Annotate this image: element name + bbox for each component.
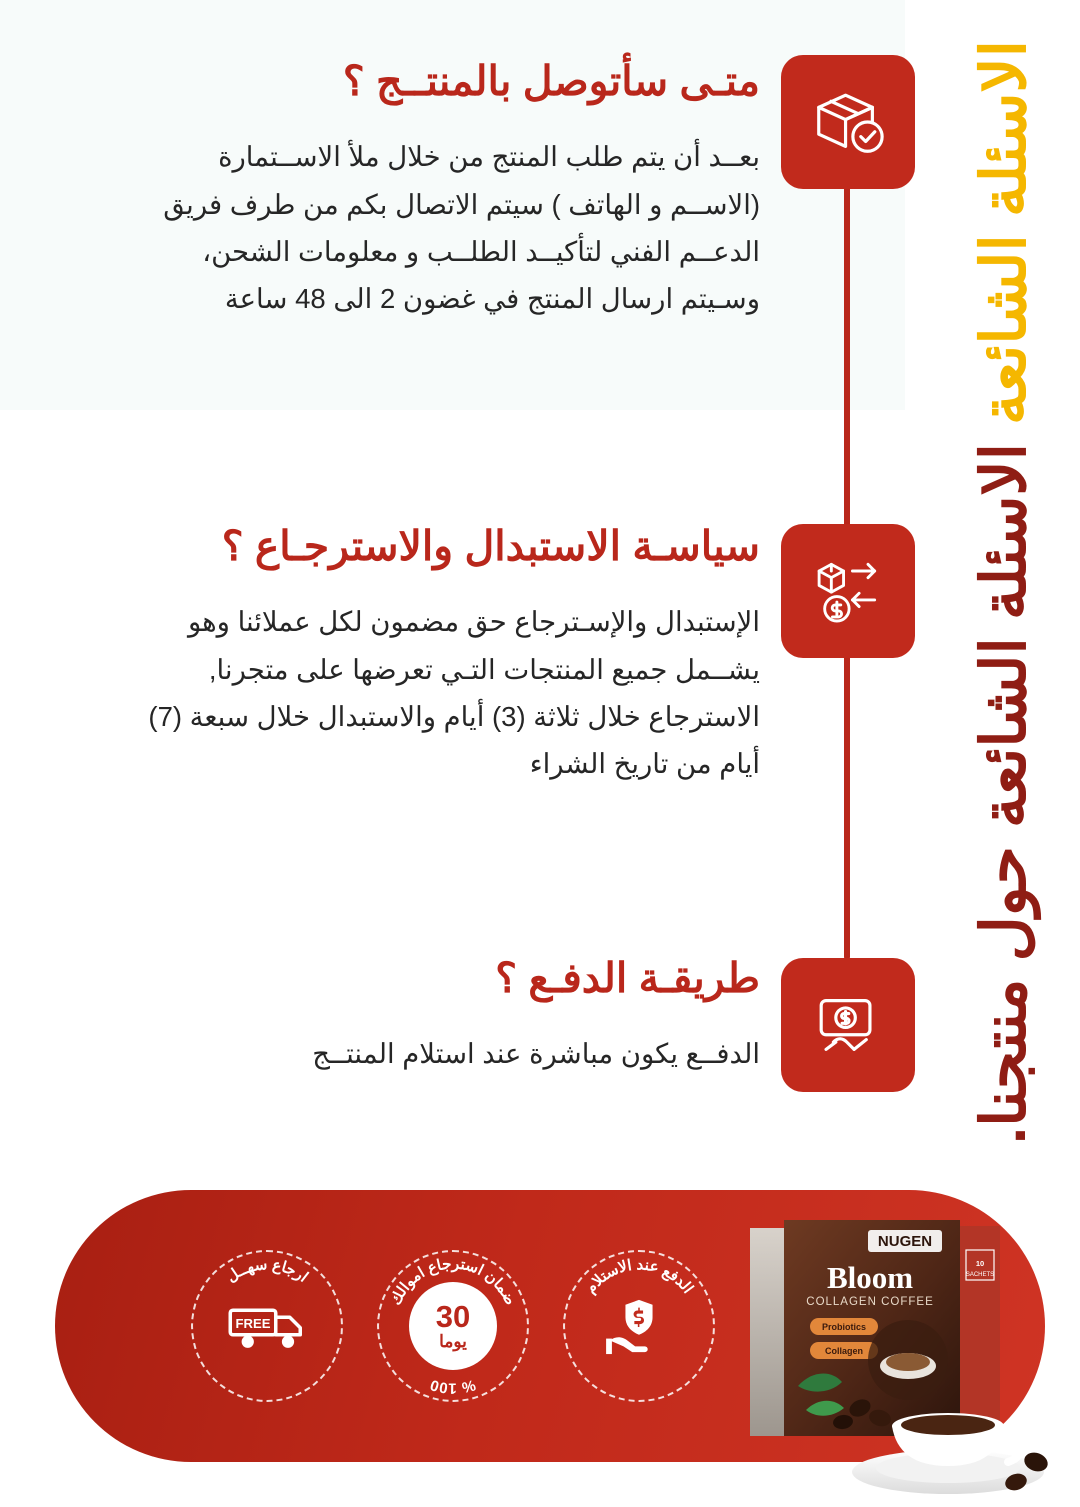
badge-easy-return — [191, 1250, 343, 1402]
badge-3-ring-text-wrap — [193, 1252, 341, 1400]
svg-text:SACHETS: SACHETS — [965, 1272, 995, 1278]
badge-2-days-unit: يوما — [439, 1332, 467, 1352]
svg-text:الدفع عند الاستلام — [582, 1256, 696, 1296]
product-image — [740, 1210, 1070, 1500]
badge-1-ring-text-wrap — [565, 1252, 713, 1400]
svg-text:10: 10 — [975, 1259, 985, 1268]
shipping-box-shield-icon — [781, 55, 915, 189]
faq-body-1: بعــد أن يتم طلب المنتج من خلال ملأ الاســتمارة (الاســم و الهاتف ) سيتم الاتصال بكم من طرف فريق الدعــم الفني لتأكيــد الطلــب و معلومات الشحن، وسـيتم ارسال المنتج في غضون 2 الى 48 ساعة — [163, 141, 760, 315]
svg-text:100 % — [428, 1376, 477, 1397]
badge-cash-on-delivery — [563, 1250, 715, 1402]
svg-text:COLLAGEN COFFEE: COLLAGEN COFFEE — [806, 1296, 934, 1308]
cash-on-delivery-hand-icon — [781, 958, 915, 1092]
svg-text:Collagen: Collagen — [824, 1346, 864, 1356]
vertical-headline-line-1: الاسئلة الشائعة — [970, 40, 1039, 425]
faq-title-1: متـى سأتوصل بالمنتــج ؟ — [342, 58, 760, 104]
badge-3-truck-label: FREE — [235, 1315, 271, 1331]
exchange-refund-icon — [781, 524, 915, 658]
faq-body-3: الدفــع يكون مباشرة عند استلام المنتــج — [312, 1038, 760, 1070]
badge-money-back-guarantee — [377, 1250, 529, 1402]
svg-text:Bloom: Bloom — [826, 1260, 914, 1295]
faq-item-3 — [135, 952, 760, 1078]
faq-title-2: سياسـة الاستبدال والاسترجـاع ؟ — [221, 523, 760, 569]
badge-2-ring-text-wrap — [379, 1252, 527, 1400]
badge-2-days-number: 30 — [435, 1298, 471, 1334]
faq-body-2: الإستبدال والإسـترجاع حق مضمون لكل عملائنا وهو يشــمل جميع المنتجات التـي تعرضها على متجرنا, الاسترجاع خلال ثلاثة (3) أيام والاستبدال خلال سبعة (7) أيام من تاريخ الشراء — [148, 606, 760, 780]
vertical-headline-line-2: الاسئلة الشائعة — [970, 442, 1039, 828]
badge-2-ring-text-bottom: 100 % — [428, 1375, 478, 1397]
svg-text:Probiotics: Probiotics — [821, 1322, 867, 1332]
badge-3-ring-text: ارجاع سهــل — [223, 1256, 312, 1286]
svg-text:ارجاع سهــل — [223, 1256, 311, 1286]
faq-item-1 — [135, 55, 760, 323]
svg-text:NUGEN: NUGEN — [877, 1233, 933, 1250]
badge-2-ring-text-top: ضمان استرجاع اموالك — [387, 1255, 519, 1308]
badge-1-ring-text: الدفع عند الاستلام — [581, 1256, 697, 1297]
vertical-headline-line-3: حول منتجنا. — [970, 845, 1039, 1145]
vertical-headline — [930, 0, 1080, 1160]
svg-text:ضمان استرجاع اموالك — [387, 1255, 519, 1308]
faq-item-2 — [135, 520, 760, 788]
faq-title-3: طريقـة الدفـع ؟ — [495, 955, 760, 1001]
